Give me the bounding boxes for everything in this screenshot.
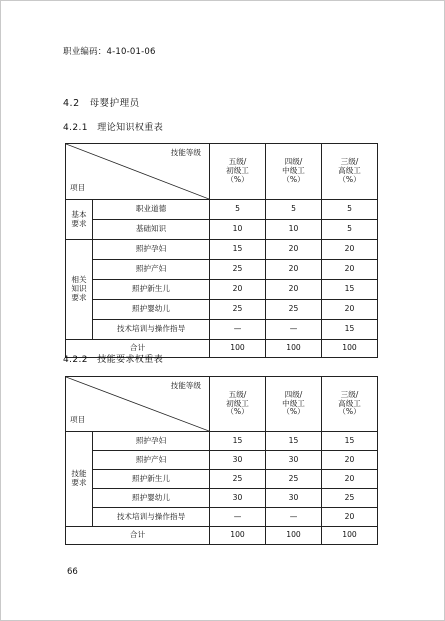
table2-title: 4.2.2 技能要求权重表 (63, 355, 164, 365)
table1-corner-bottom: 项目 (70, 183, 86, 193)
table-cell: 25 (210, 300, 266, 320)
table2-group-skill: 技能 要求 (66, 432, 93, 527)
table1-group-basic: 基本 要求 (66, 200, 93, 240)
table2-corner-cell (66, 377, 210, 432)
table-cell: 30 (210, 489, 266, 508)
table-cell: 20 (322, 240, 378, 260)
occupation-code: 职业编码：4-10-01-06 (63, 47, 156, 57)
table-cell: 15 (322, 432, 378, 451)
table-row-label: 照护婴幼儿 (93, 300, 210, 320)
table-cell: 20 (322, 260, 378, 280)
table-cell: — (266, 508, 322, 527)
table-cell: 30 (266, 451, 322, 470)
table-cell: — (210, 320, 266, 340)
table-cell: 15 (322, 320, 378, 340)
table-row-label: 照护孕妇 (93, 240, 210, 260)
table1-level-header: 三级/ 高级工 （%） (322, 144, 378, 200)
table-row-label: 技术培训与操作指导 (93, 508, 210, 527)
table2-level-header: 三级/ 高级工 （%） (322, 377, 378, 432)
table-cell: 5 (210, 200, 266, 220)
table-cell: 5 (322, 220, 378, 240)
table-row-label: 基础知识 (93, 220, 210, 240)
table2-total-label: 合计 (66, 527, 210, 545)
table-row-label: 照护产妇 (93, 451, 210, 470)
table2-corner-top: 技能等级 (170, 381, 201, 390)
table-row-label: 照护婴幼儿 (93, 489, 210, 508)
table-cell: 15 (210, 240, 266, 260)
table-cell: 25 (322, 489, 378, 508)
table1-title: 4.2.1 理论知识权重表 (63, 123, 164, 133)
table-cell: 100 (322, 527, 378, 545)
table-cell: 15 (322, 280, 378, 300)
table-cell: 25 (210, 470, 266, 489)
table-cell: 10 (266, 220, 322, 240)
table-row-label: 职业道德 (93, 200, 210, 220)
table-cell: 20 (322, 470, 378, 489)
table1-total-label: 合计 (66, 340, 210, 358)
theory-weight-table (65, 143, 378, 358)
table-cell: 25 (266, 470, 322, 489)
table1-group-related: 相关 知识 要求 (66, 240, 93, 340)
section-title: 4.2 母婴护理员 (63, 98, 140, 109)
table-cell: 100 (322, 340, 378, 358)
table-cell: 15 (266, 432, 322, 451)
table-cell: 20 (266, 280, 322, 300)
table-cell: 100 (266, 527, 322, 545)
table2-level-header: 四级/ 中级工 （%） (266, 377, 322, 432)
table-row-label: 技术培训与操作指导 (93, 320, 210, 340)
table-cell: 100 (210, 340, 266, 358)
table-cell: — (266, 320, 322, 340)
table-cell: 30 (266, 489, 322, 508)
table-row-label: 照护产妇 (93, 260, 210, 280)
table-cell: 20 (266, 260, 322, 280)
table-cell: 25 (210, 260, 266, 280)
table-cell: 10 (210, 220, 266, 240)
table-cell: 20 (322, 508, 378, 527)
table-cell: 100 (210, 527, 266, 545)
table-cell: 5 (266, 200, 322, 220)
table-cell: 5 (322, 200, 378, 220)
table-cell: 20 (322, 300, 378, 320)
table-cell: — (210, 508, 266, 527)
table-cell: 30 (210, 451, 266, 470)
table-cell: 100 (266, 340, 322, 358)
table1-corner-top: 技能等级 (170, 148, 201, 157)
table2-level-header: 五级/ 初级工 （%） (210, 377, 266, 432)
table-row-label: 照护孕妇 (93, 432, 210, 451)
skill-weight-table (65, 376, 378, 545)
table-cell: 25 (266, 300, 322, 320)
table1-level-header: 五级/ 初级工 （%） (210, 144, 266, 200)
table-row-label: 照护新生儿 (93, 470, 210, 489)
table-cell: 20 (322, 451, 378, 470)
table-cell: 20 (266, 240, 322, 260)
table-cell: 20 (210, 280, 266, 300)
table1-level-header: 四级/ 中级工 （%） (266, 144, 322, 200)
page-number: 66 (67, 567, 78, 577)
table2-corner-bottom: 项目 (70, 415, 86, 425)
table-row-label: 照护新生儿 (93, 280, 210, 300)
table-cell: 15 (210, 432, 266, 451)
table1-corner-cell (66, 144, 210, 200)
